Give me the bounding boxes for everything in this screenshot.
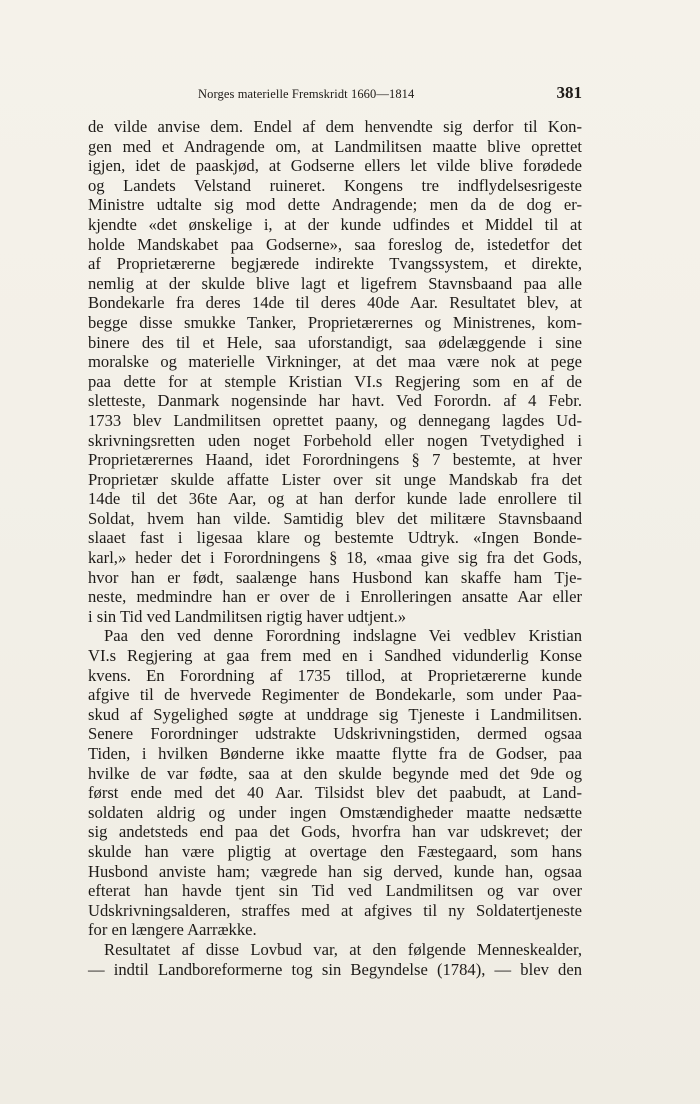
text-line: efterat han havde tjent sin Tid ved Landmilitsen og var over (88, 881, 582, 901)
text-line: skulde han være pligtig at overtage den Fæstegaard, som hans (88, 841, 582, 861)
text-line: VI.s Regjering at gaa frem med en i Sandhed vidunderlig Konse (88, 646, 582, 666)
text-line: Udskrivningsalderen, straffes med at afgives til ny Soldatertjeneste (88, 900, 582, 920)
text-line: karl,» heder det i Forordningens § 18, «maa give sig fra det Gods, (88, 548, 582, 568)
text-line: af Proprietærerne begjærede indirekte Tvangssystem, et direkte, (88, 254, 582, 274)
text-line: Senere Forordninger udstrakte Udskrivningstiden, dermed ogsaa (88, 724, 582, 744)
text-line: begge disse smukke Tanker, Proprietærernes og Ministrenes, kom- (88, 312, 582, 332)
text-line: igjen, idet de paaskjød, at Godserne ellers let vilde blive forødede (88, 156, 582, 176)
text-line: i sin Tid ved Landmilitsen rigtig haver udtjent.» (88, 606, 407, 626)
page-number: 381 (556, 83, 582, 102)
text-line: neste, medmindre han er over de i Enrolleringen ansatte Aar eller (88, 587, 582, 607)
text-line: og Landets Velstand ruineret. Kongens tre indflydelsesrigeste (88, 175, 582, 195)
text-line: 1733 blev Landmilitsen oprettet paany, og dennegang lagdes Ud- (88, 410, 582, 430)
text-line: afgive til de hvervede Regimenter de Bondekarle, som under Paa- (88, 685, 582, 705)
text-line: soldaten aldrig og under ingen Omstændigheder maatte nedsætte (88, 802, 582, 822)
text-line: Husbond anviste ham; vægrede han sig derved, kunde han, ogsaa (88, 861, 582, 881)
text-line: binere des til et Hele, saa uforstandigt, saa ødelæggende i sine (88, 332, 582, 352)
running-title: Norges materielle Fremskridt 1660—1814 (198, 87, 415, 101)
text-line: kvens. En Forordning af 1735 tillod, at Proprietærerne kunde (88, 665, 582, 685)
text-line: Paa den ved denne Forordning indslagne Vei vedblev Kristian (104, 626, 582, 646)
text-line: sletteste, Danmark nogensinde har havt. Ved Forordn. af 4 Febr. (88, 391, 582, 411)
text-line: gen med et Andragende om, at Landmilitsen maatte blive oprettet (88, 136, 582, 156)
page-header (86, 83, 582, 109)
text-line: Proprietær skulde affatte Lister over sit unge Mandskab fra det (88, 469, 582, 489)
text-line: skud af Sygelighed søgte at unddrage sig Tjeneste i Landmilitsen. (88, 704, 582, 724)
text-line: Soldat, hvem han vilde. Samtidig blev det militære Stavnsbaand (88, 508, 582, 528)
text-line: hvor han er født, saalænge hans Husbond kan skaffe ham Tje- (88, 567, 582, 587)
text-line: først ende med det 40 Aar. Tilsidst blev det paabudt, at Land- (88, 783, 582, 803)
text-line: skrivningsretten uden noget Forbehold eller nogen Tvetydighed i (88, 430, 582, 450)
text-line: Tiden, i hvilken Bønderne ikke maatte flytte fra de Godser, paa (88, 744, 582, 763)
text-line: paa dette for at stemple Kristian VI.s Regjering som en af de (88, 371, 582, 391)
text-line: 14de til det 36te Aar, og at han derfor kunde lade enrollere til (88, 489, 582, 509)
text-line: Ministre udtalte sig mod dette Andragende; men da de dog er- (88, 195, 582, 215)
text-line: sig andetsteds end paa det Gods, hvorfra han var udskrevet; der (88, 822, 582, 842)
text-line: de vilde anvise dem. Endel af dem henvendte sig derfor til Kon- (88, 117, 582, 136)
body-text (88, 117, 582, 979)
text-line: Resultatet af disse Lovbud var, at den følgende Menneskealder, (104, 939, 582, 959)
text-line: holde Mandskabet paa Godserne», saa foreslog de, istedetfor det (88, 234, 582, 254)
text-line: nemlig at der skulde blive lagt et ligefrem Stavnsbaand paa alle (88, 273, 582, 293)
text-line: hvilke de var fødte, saa at den skulde begynde med det 9de og (88, 763, 582, 783)
text-line: for en længere Aarrække. (88, 920, 257, 940)
text-line: — indtil Landboreformerne tog sin Begyndelse (1784), — blev den (88, 959, 582, 979)
text-line: moralske og materielle Virkninger, at det maa være nok at pege (88, 352, 582, 372)
text-line: Proprietærernes Haand, idet Forordningens § 7 bestemte, at hver (88, 450, 582, 470)
text-line: Bondekarle fra deres 14de til deres 40de Aar. Resultatet blev, at (88, 293, 582, 313)
text-line: slaaet fast i ligesaa klare og bestemte Udtryk. «Ingen Bonde- (88, 528, 582, 548)
text-line: kjendte «det ønskelige i, at der kunde udfindes et Middel til at (88, 214, 582, 234)
